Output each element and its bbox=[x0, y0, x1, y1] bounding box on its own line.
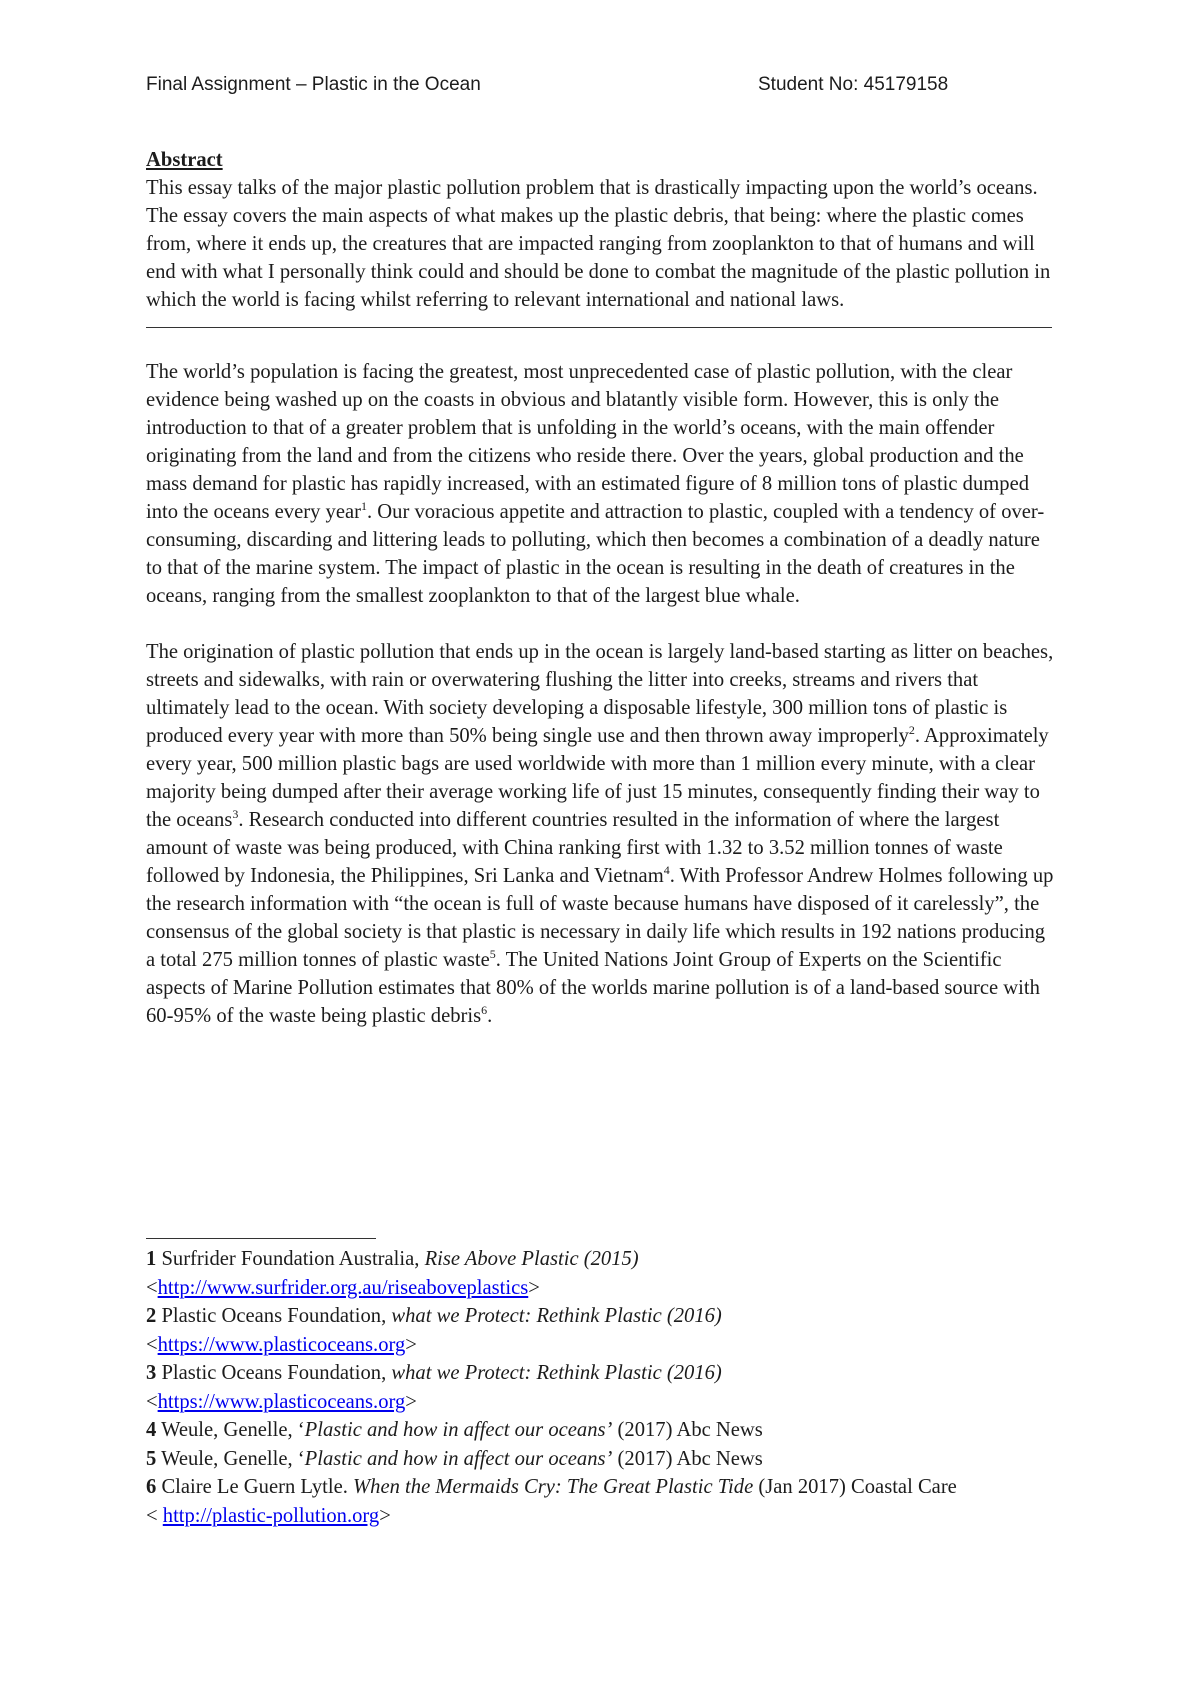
paragraph-2: The origination of plastic pollution that ends up in the ocean is largely land-based starting as litter on beaches, streets and sidewalks, with rain or overwatering flushing the litter into creeks, streams and rivers that ultimately lead to the ocean. With society developing a disposable lifestyle, 300 million tons of plastic is produced every year with more than 50% being single use and then thrown away improperly$^2$. Approximately every year, 500 million plastic bags are used worldwide with more than 1 million every minute, with a clear majority being dumped after their average working life of just 15 minutes, consequently finding their way to the oceans$^3$. Research conducted into different countries resulted in the information of where the largest amount of waste was being produced, with China ranking first with 1.32 to 3.52 million tonnes of waste followed by Indonesia, the Philippines, Sri Lanka and Vietnam$^4$. With Professor Andrew Holmes following up the research information with “the ocean is full of waste because humans have disposed of it carelessly”, the consensus of the global society is that plastic is necessary in daily life which results in 192 nations producing a total 275 million tonnes of plastic waste$^5$. The United Nations Joint Group of Experts on the Scientific aspects of Marine Pollution estimates that 80% of the worlds marine pollution is of a land-based source with 60-95% of the waste being plastic debris$^6$. bbox=[146, 641, 1054, 1027]
document-body bbox=[146, 146, 1058, 1030]
abstract-text: This essay talks of the major plastic pollution problem that is drastically impacting upon the world’s oceans. The essay covers the main aspects of what makes up the plastic debris, that being: where the plastic comes from, where it ends up, the creatures that are impacted ranging from zooplankton to that of humans and will end with what I personally think could and should be done to combat the magnitude of the plastic pollution in which the world is facing whilst referring to relevant international and national laws. bbox=[146, 177, 1051, 311]
paragraph-1: The world’s population is facing the greatest, most unprecedented case of plastic pollution, with the clear evidence being washed up on the coasts in obvious and blatantly visible form. However, this is only the introduction to that of a greater problem that is unfolding in the world’s oceans, with the main offender originating from the land and from the citizens who reside there. Over the years, global production and the mass demand for plastic has rapidly increased, with an estimated figure of 8 million tons of plastic dumped into the oceans every year$^1$. Our voracious appetite and attraction to plastic, coupled with a tendency of over-consuming, discarding and littering leads to polluting, which then becomes a combination of a deadly nature to that of the marine system. The impact of plastic in the ocean is resulting in the death of creatures in the oceans, ranging from the smallest zooplankton to that of the largest blue whale. bbox=[146, 361, 1045, 607]
footnotes bbox=[146, 1245, 1058, 1530]
footnote-separator bbox=[146, 1238, 376, 1239]
footnote-ref-6[interactable]: 6 bbox=[481, 1003, 488, 1018]
footnote-3: 3 Plastic Oceans Foundation, what we Protect: Rethink Plastic (2016) <https://www.plasticoceans.org> bbox=[146, 1362, 722, 1413]
footnote-3-link[interactable]: https://www.plasticoceans.org bbox=[157, 1390, 406, 1413]
footnote-ref-4[interactable]: 4 bbox=[663, 863, 670, 878]
page-header bbox=[146, 74, 1046, 104]
footnote-1: 1 Surfrider Foundation Australia, Rise Above Plastic (2015) <http://www.surfrider.org.au/riseaboveplastics> bbox=[146, 1248, 639, 1299]
abstract-heading: Abstract bbox=[146, 149, 223, 171]
footnote-6: 6 Claire Le Guern Lytle. When the Mermaids Cry: The Great Plastic Tide (Jan 2017) Coastal Care < http://plastic-pollution.org> bbox=[146, 1476, 957, 1527]
footnote-4: 4 Weule, Genelle, ‘Plastic and how in affect our oceans’ (2017) Abc News bbox=[146, 1419, 763, 1441]
footnote-ref-1[interactable]: 1 bbox=[361, 499, 367, 514]
footnote-2: 2 Plastic Oceans Foundation, what we Protect: Rethink Plastic (2016) <https://www.plasticoceans.org> bbox=[146, 1305, 722, 1356]
footnote-1-link[interactable]: http://www.surfrider.org.au/riseaboveplastics bbox=[157, 1276, 529, 1299]
footnote-ref-2[interactable]: 2 bbox=[908, 723, 915, 738]
footnote-5: 5 Weule, Genelle, ‘Plastic and how in affect our oceans’ (2017) Abc News bbox=[146, 1447, 763, 1470]
header-title: Final Assignment – Plastic in the Ocean bbox=[146, 74, 481, 95]
footnote-ref-3[interactable]: 3 bbox=[232, 807, 239, 822]
footnote-6-link[interactable]: http://plastic-pollution.org bbox=[162, 1504, 380, 1527]
footnote-2-link[interactable]: https://www.plasticoceans.org bbox=[157, 1333, 406, 1356]
header-student-number: Student No: 45179158 bbox=[758, 74, 949, 95]
footnote-ref-5[interactable]: 5 bbox=[489, 947, 496, 962]
